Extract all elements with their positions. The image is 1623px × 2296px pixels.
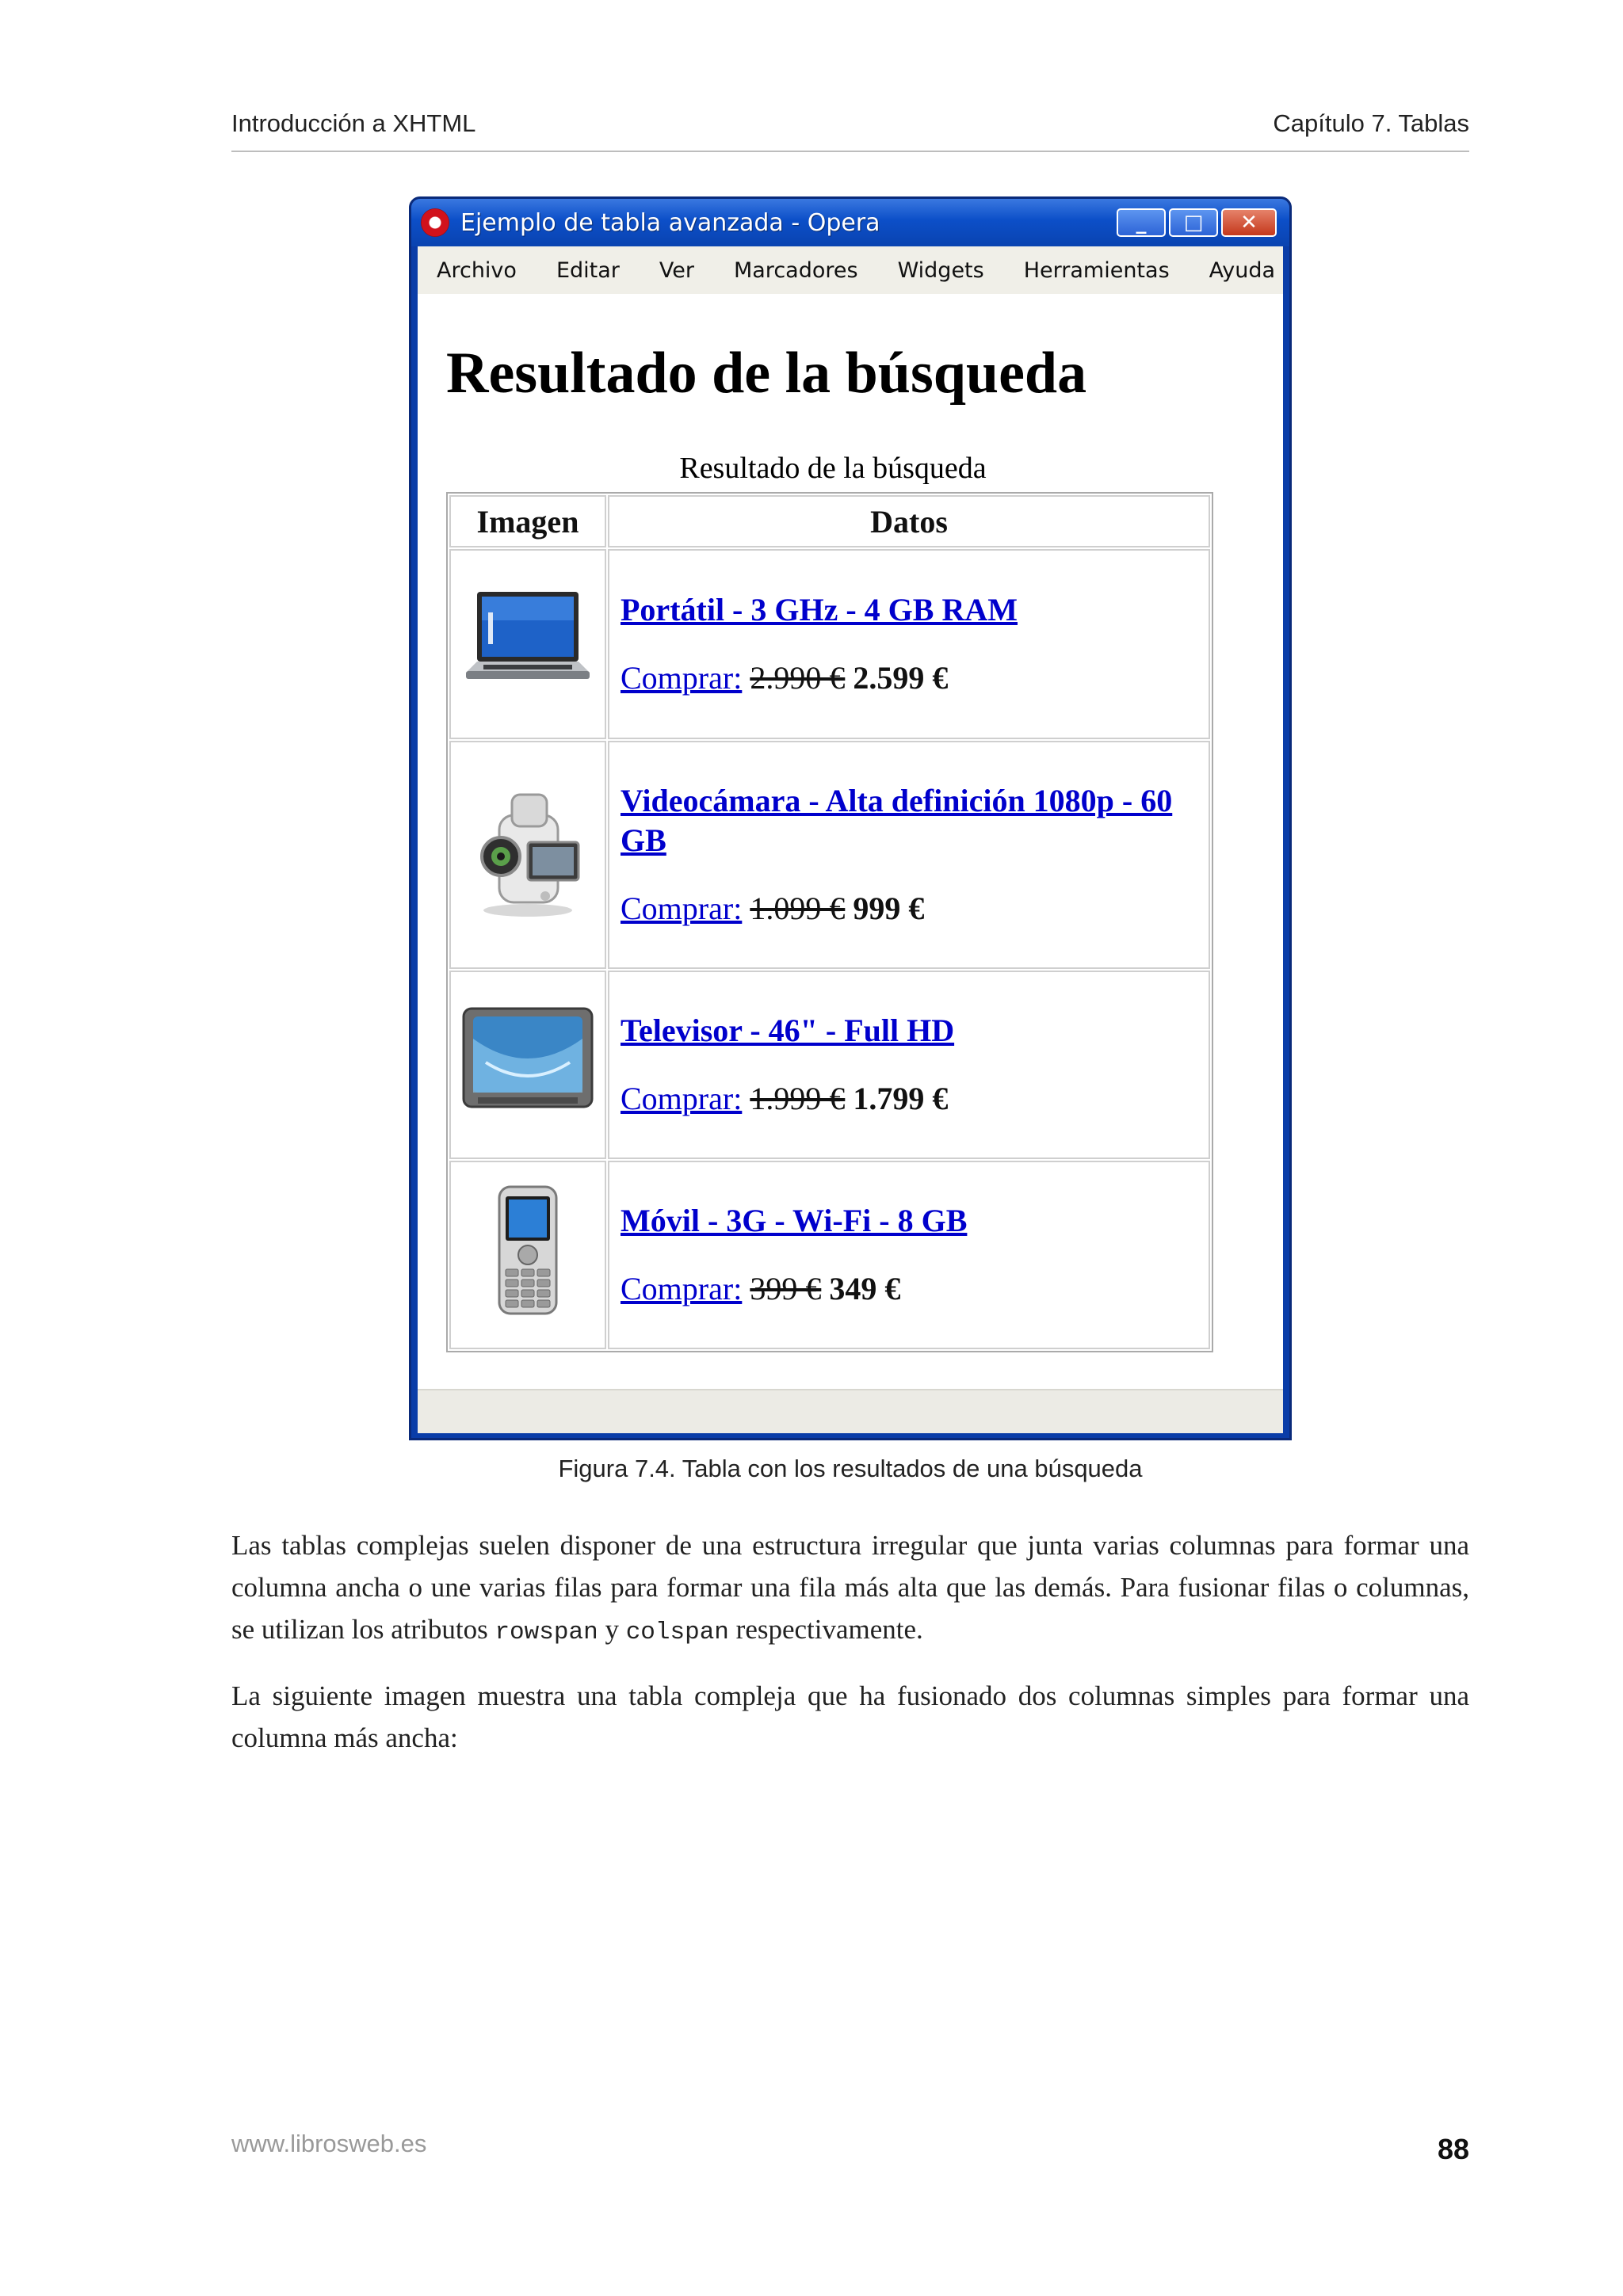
laptop-icon	[464, 589, 591, 692]
product-link[interactable]: Televisor - 46" - Full HD	[621, 1013, 955, 1048]
old-price: 1.999 €	[750, 1081, 846, 1116]
window-title: Ejemplo de tabla avanzada - Opera	[460, 208, 880, 237]
browser-window-screenshot	[409, 196, 1292, 1440]
column-header-datos: Datos	[608, 495, 1210, 547]
menu-ver[interactable]: Ver	[659, 257, 694, 283]
new-price: 2.599 €	[853, 660, 949, 696]
page-number: 88	[1437, 2133, 1469, 2165]
column-header-imagen: Imagen	[449, 495, 606, 547]
footer-url[interactable]: www.librosweb.es	[231, 2130, 427, 2157]
page-heading: Resultado de la búsqueda	[446, 341, 1087, 406]
table-row	[449, 741, 1210, 969]
menu-widgets[interactable]: Widgets	[897, 257, 984, 283]
data-cell	[608, 1161, 1210, 1349]
paragraph-1	[231, 1524, 1469, 1653]
code-colspan: colspan	[625, 1619, 729, 1646]
image-cell	[449, 741, 606, 969]
table-row	[449, 1161, 1210, 1349]
running-header	[231, 109, 1469, 152]
opera-logo-icon	[421, 208, 449, 237]
table-row	[449, 971, 1210, 1159]
menu-herramientas[interactable]: Herramientas	[1023, 257, 1170, 283]
mobile-phone-icon	[496, 1185, 559, 1317]
code-rowspan: rowspan	[495, 1619, 598, 1646]
table-row	[449, 549, 1210, 739]
image-cell	[449, 549, 606, 739]
window-titlebar	[411, 199, 1289, 246]
new-price: 1.799 €	[853, 1081, 949, 1116]
paragraph-2: La siguiente imagen muestra una tabla compleja que ha fusionado dos columnas simples para formar una columna más ancha:	[231, 1680, 1469, 1753]
menu-bar	[418, 246, 1283, 294]
menu-archivo[interactable]: Archivo	[437, 257, 517, 283]
new-price: 349 €	[829, 1271, 901, 1306]
table-caption: Resultado de la búsqueda	[679, 452, 987, 485]
buy-link[interactable]: Comprar:	[621, 660, 743, 696]
paragraph-1-text-end: respectivamente.	[728, 1614, 923, 1645]
old-price: 399 €	[750, 1271, 822, 1306]
buy-line	[621, 1079, 1197, 1119]
menu-marcadores[interactable]: Marcadores	[733, 257, 858, 283]
product-link[interactable]: Videocámara - Alta definición 1080p - 60 GB	[621, 783, 1173, 858]
buy-line	[621, 658, 1197, 698]
buy-link[interactable]: Comprar:	[621, 1081, 743, 1116]
book-title: Introducción a XHTML	[231, 109, 476, 137]
product-link[interactable]: Portátil - 3 GHz - 4 GB RAM	[621, 592, 1018, 627]
menu-editar[interactable]: Editar	[556, 257, 620, 283]
paragraph-1-text-start: Las tablas complejas suelen disponer de una estructura irregular que junta varias columnas para formar una columna ancha o une varias filas para formar una fila más alta que las demás. Para fusionar filas o columnas, se utilizan los atributos	[231, 1530, 1469, 1645]
table-header-row	[449, 495, 1210, 547]
camcorder-icon	[472, 784, 583, 918]
data-cell	[608, 741, 1210, 969]
maximize-button[interactable]: □	[1169, 208, 1218, 237]
new-price: 999 €	[853, 891, 925, 926]
paragraph-1-text-middle: y	[598, 1614, 626, 1645]
data-cell	[608, 549, 1210, 739]
figure-caption: Figura 7.4. Tabla con los resultados de una búsqueda	[558, 1455, 1143, 1482]
old-price: 1.099 €	[750, 891, 846, 926]
image-cell	[449, 1161, 606, 1349]
buy-line	[621, 1269, 1197, 1309]
results-table	[446, 492, 1213, 1352]
television-icon	[462, 1007, 594, 1115]
image-cell	[449, 971, 606, 1159]
buy-link[interactable]: Comprar:	[621, 891, 743, 926]
menu-ayuda[interactable]: Ayuda	[1209, 257, 1276, 283]
product-link[interactable]: Móvil - 3G - Wi-Fi - 8 GB	[621, 1203, 968, 1238]
close-button[interactable]: ✕	[1221, 208, 1277, 237]
page-content	[418, 294, 1283, 1389]
status-bar	[418, 1389, 1283, 1433]
chapter-title: Capítulo 7. Tablas	[1273, 109, 1469, 137]
buy-link[interactable]: Comprar:	[621, 1271, 743, 1306]
data-cell	[608, 971, 1210, 1159]
minimize-button[interactable]: _	[1117, 208, 1166, 237]
window-controls	[1117, 208, 1277, 237]
buy-line	[621, 889, 1197, 929]
old-price: 2.990 €	[750, 660, 846, 696]
